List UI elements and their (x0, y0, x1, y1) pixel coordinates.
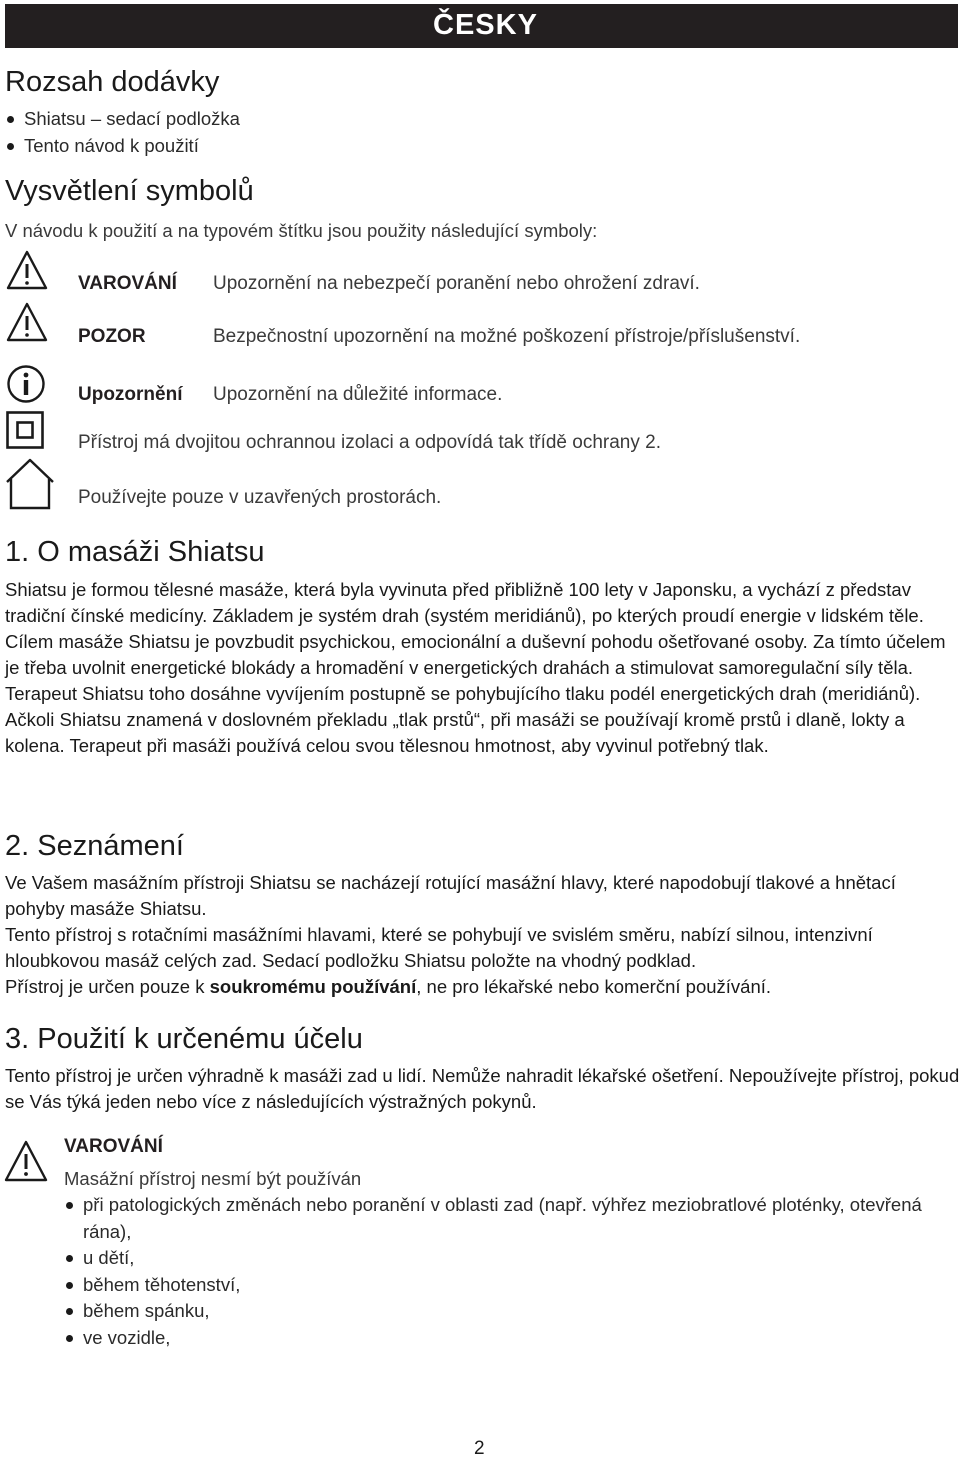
section2-paragraph: Tento přístroj s rotačními masážními hlavami, které se pohybují ve svislém směru, nabízí silnou, intenzivní hloubkovou masáž celých zad. Sedací podložku Shiatsu položte na vhodný podklad. (5, 924, 873, 971)
caution-triangle-icon (6, 302, 48, 342)
note-label: Upozornění (78, 384, 183, 405)
section2-body (5, 870, 960, 1000)
section3-body: Tento přístroj je určen výhradně k masáži zad u lidí. Nemůže nahradit lékařské ošetření. Nepoužívejte přístroj, pokud se Vás týká jeden nebo více z následujících výstražných pokynů. (5, 1065, 960, 1112)
language-label: ČESKY (433, 9, 538, 41)
private-use-text-start: Přístroj je určen pouze k (5, 976, 210, 997)
list-item: během spánku, (64, 1298, 954, 1325)
usage-warning-list (64, 1192, 954, 1351)
list-item: u dětí, (64, 1245, 954, 1272)
note-description: Upozornění na důležité informace. (213, 384, 503, 405)
section1-paragraph: Terapeut Shiatsu toho dosáhne vyvíjením postupně se pohybujícího tlaku podél energetických drah (meridiánů). Ačkoli Shiatsu znamená v doslovném překladu „tlak prstů“, při masáži se používají kromě prstů i dlaně, lokty a kolena. Terapeut při masáži používá celou svou tělesnou hmotnost, aby vyvinul potřebný tlak. (5, 683, 921, 756)
symbols-title: Vysvětlení symbolů (5, 175, 254, 207)
warning-triangle-icon (4, 1140, 48, 1182)
list-item: ve vozidle, (64, 1325, 954, 1352)
indoor-house-icon (5, 458, 55, 510)
list-item: Tento návod k použití (5, 133, 240, 160)
list-item: během těhotenství, (64, 1272, 954, 1299)
warning-description: Upozornění na nebezpečí poranění nebo ohrožení zdraví. (213, 273, 700, 294)
section1-body (5, 577, 960, 759)
list-item: Shiatsu – sedací podložka (5, 106, 240, 133)
list-item: při patologických změnách nebo poranění v oblasti zad (např. výhřez meziobratlové ploténky, otevřená rána), (64, 1192, 954, 1245)
warning-label: VAROVÁNÍ (78, 273, 177, 294)
section1-title: 1. O masáži Shiatsu (5, 536, 265, 568)
warning-triangle-icon (6, 250, 48, 290)
delivery-list (5, 106, 240, 159)
usage-warning-label: VAROVÁNÍ (64, 1136, 163, 1157)
private-use-text-end: , ne pro lékařské nebo komerční používání. (416, 976, 772, 997)
usage-warning-intro: Masážní přístroj nesmí být používán (64, 1168, 362, 1189)
section1-paragraph: Cílem masáže Shiatsu je povzbudit psychickou, emocionální a duševní pohodu ošetřované osoby. Za tímto účelem je třeba uvolnit energetické blokády a hromadění v energetických drahách a stimulovat samoregulační síly těla. (5, 631, 946, 678)
delivery-title: Rozsah dodávky (5, 66, 220, 98)
section2-title: 2. Seznámení (5, 830, 184, 862)
caution-label: POZOR (78, 326, 146, 347)
double-insulation-icon (6, 411, 44, 449)
indoor-description: Používejte pouze v uzavřených prostorách. (78, 487, 442, 508)
section3-title: 3. Použití k určenému účelu (5, 1023, 363, 1055)
section2-paragraph: Ve Vašem masážním přístroji Shiatsu se nacházejí rotující masážní hlavy, které napodobují tlakové a hnětací pohyby masáže Shiatsu. (5, 872, 896, 919)
caution-description: Bezpečnostní upozornění na možné poškození přístroje/příslušenství. (213, 326, 801, 347)
section2-paragraph-private-use (5, 974, 960, 1000)
page-number: 2 (474, 1438, 485, 1459)
class2-description: Přístroj má dvojitou ochrannou izolaci a odpovídá tak třídě ochrany 2. (78, 432, 661, 453)
info-icon (6, 364, 46, 404)
language-header (5, 4, 958, 48)
private-use-emphasis: soukromému používání (209, 976, 417, 997)
section1-paragraph: Shiatsu je formou tělesné masáže, která byla vyvinuta před přibližně 100 lety v Japonsku, a vychází z představ tradiční čínské medicíny. Základem je systém drah (systém meridiánů), po kterých proudí energie v lidském těle. (5, 579, 924, 626)
symbols-intro: V návodu k použití a na typovém štítku jsou použity následující symboly: (5, 220, 598, 241)
